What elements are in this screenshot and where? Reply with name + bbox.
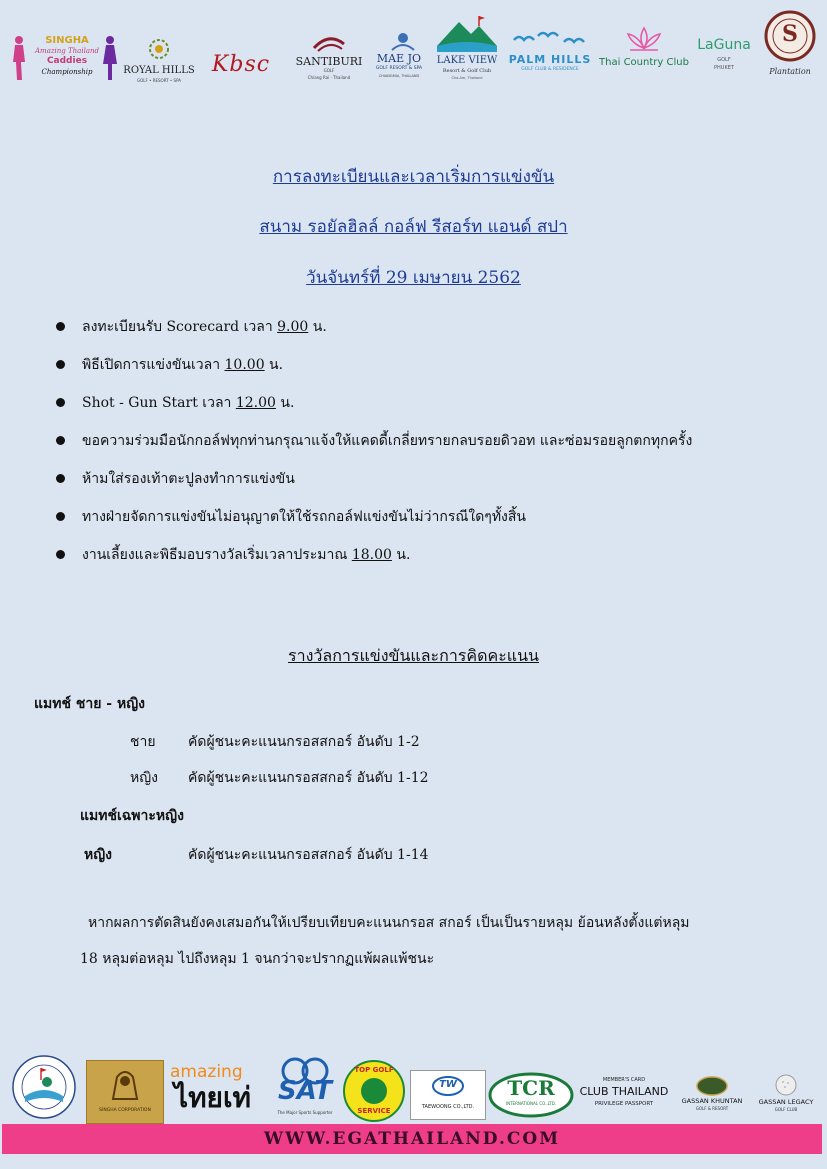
bullet-dot — [56, 512, 65, 521]
golf-ball-icon — [775, 1074, 797, 1096]
footer-logo-strip — [0, 1052, 827, 1124]
men-desc: คัดผู้ชนะคะแนนกรอสสกอร์ อันดับ 1-2 — [188, 734, 420, 750]
venue-title: สนาม รอยัลฮิลล์ กอล์ฟ รีสอร์ท แอนด์ สปา — [259, 217, 568, 237]
footer-url-text[interactable]: WWW.EGATHAILAND.COM — [263, 1129, 561, 1149]
tiebreak-line-1: หากผลการตัดสินยังคงเสมอกันให้เปรียบเทียบคะแนนกรอส สกอร์ เป็นเป็นรายหลุม ย้อนหลังตั้งแต่หลุม — [88, 915, 690, 931]
santiburi-sub2: Chiang Rai · Thailand — [307, 75, 351, 80]
women-only-label: หญิง — [84, 847, 112, 863]
list-item-text — [82, 430, 692, 452]
top-golf-text: TOP GOLF — [354, 1066, 394, 1074]
flower-emblem-icon — [148, 38, 170, 60]
amazing-thai-logo — [166, 1058, 270, 1122]
club-thailand-sub: PRIVILEGE PASSPORT — [594, 1101, 654, 1107]
bullet-dot — [56, 474, 65, 483]
maejo-sub: GOLF RESORT & SPA — [375, 66, 423, 71]
lake-view-name: LAKE VIEW — [436, 55, 498, 66]
lake-view-sub2: Cha-Am, Thailand — [451, 76, 483, 80]
club-thailand-top: MEMBER'S CARD — [602, 1077, 646, 1083]
footer-url-bar — [2, 1124, 822, 1154]
sat-name: SAT — [277, 1076, 333, 1106]
list-item-text — [82, 506, 526, 528]
palm-hills-name: PALM HILLS — [508, 53, 592, 66]
club-thailand-logo — [576, 1078, 672, 1118]
bullet-time: 10.00 — [224, 357, 265, 373]
club-thailand-name: CLUB THAILAND — [579, 1085, 669, 1098]
laguna-name: LaGuna — [697, 37, 751, 53]
thai-tae-text: ไทยเท่ — [174, 1081, 251, 1114]
service-text: SERVICE — [357, 1107, 391, 1115]
list-item-text — [82, 316, 327, 338]
bullet-suffix: น. — [275, 395, 295, 411]
singha-championship: Championship — [41, 68, 93, 76]
singha-caddies-logo — [8, 30, 118, 88]
taewoong-name: TAEWOONG CO.,LTD. — [421, 1104, 475, 1110]
mountain-lake-icon — [435, 16, 499, 52]
thai-country-club-name: Thai Country Club — [599, 57, 689, 68]
bullet-suffix: น. — [264, 357, 284, 373]
taewoong-mark: TW — [439, 1079, 457, 1090]
tiebreak-line-2: 18 หลุมต่อหลุม ไปถึงหลุม 1 จนกว่าจะปรากฏแพ้ผลแพ้ชนะ — [80, 951, 435, 967]
tcr-sub: INTERNATIONAL CO.,LTD. — [505, 1101, 557, 1106]
bullet-text: พิธีเปิดการแข่งขันเวลา — [82, 357, 225, 373]
santiburi-logo — [287, 36, 371, 88]
list-item-text — [82, 392, 294, 414]
bullet-dot — [56, 550, 65, 559]
royal-hills-name: ROYAL HILLS — [123, 65, 195, 76]
women-label: หญิง — [130, 770, 158, 786]
gassan-legacy-name: GASSAN LEGACY — [758, 1098, 814, 1106]
gassan-legacy-sub: GOLF CLUB — [774, 1107, 798, 1112]
bullet-dot — [56, 398, 65, 407]
golfer-silhouette-icon — [100, 34, 120, 82]
tcr-name: TCR — [507, 1076, 555, 1100]
men-label: ชาย — [130, 734, 156, 750]
bullet-time: 9.00 — [277, 319, 309, 335]
bullet-text: ห้ามใส่รองเท้าตะปูลงทำการแข่งขัน — [82, 471, 295, 487]
bullet-text: ลงทะเบียนรับ Scorecard เวลา — [82, 319, 278, 335]
list-item — [56, 468, 796, 506]
lake-view-logo — [430, 16, 504, 96]
sat-sub: The Major Sports Supporter — [277, 1110, 333, 1115]
laguna-sub: GOLF — [717, 57, 731, 63]
gassan-khuntan-name: GASSAN KHUNTAN — [681, 1097, 743, 1105]
laguna-logo — [692, 38, 756, 82]
list-item-text — [82, 468, 295, 490]
sponsor-logo-strip — [0, 8, 827, 88]
women-match-heading: แมทช์เฉพาะหญิง — [80, 808, 184, 824]
list-item — [56, 544, 796, 582]
women-desc: คัดผู้ชนะคะแนนกรอสสกอร์ อันดับ 1-12 — [188, 770, 429, 786]
bullet-suffix: น. — [308, 319, 327, 335]
gassan-legacy-logo — [750, 1074, 822, 1120]
list-item-text — [82, 354, 283, 376]
list-item — [56, 354, 796, 392]
maejo-logo — [368, 32, 430, 88]
singha-caddies: Caddies — [46, 56, 88, 66]
list-item — [56, 430, 796, 468]
tcr-logo — [488, 1072, 574, 1118]
mixed-match-heading: แมทช์ ชาย - หญิง — [34, 696, 145, 712]
bullet-time: 12.00 — [235, 395, 276, 411]
amazing-text: amazing — [170, 1062, 243, 1082]
plantation-name: Plantation — [769, 67, 811, 76]
plantation-monogram: S — [782, 21, 798, 47]
santiburi-name: SANTIBURI — [295, 55, 363, 68]
palm-hills-sub: GOLF CLUB & RESIDENCE — [521, 67, 579, 72]
taewoong-logo — [410, 1070, 486, 1120]
singha-corporation-logo — [86, 1060, 164, 1124]
santiburi-emblem-icon — [312, 36, 346, 52]
list-item — [56, 506, 796, 544]
royal-hills-logo — [120, 38, 198, 88]
list-item — [56, 392, 796, 430]
list-item-text — [82, 544, 410, 566]
gassan-oval-icon — [696, 1076, 728, 1096]
lake-view-sub: Resort & Golf Club — [442, 68, 492, 74]
gassan-khuntan-sub: GOLF & RESORT — [695, 1106, 729, 1111]
egat-golf-logo — [10, 1054, 78, 1122]
list-item — [56, 316, 796, 354]
egat-golf-emblem-icon — [11, 1054, 77, 1120]
singha-lion-icon — [105, 1065, 145, 1105]
santiburi-sub: GOLF — [323, 68, 335, 73]
top-golf-service-logo — [342, 1060, 406, 1124]
birds-icon — [510, 26, 590, 48]
registration-title: การลงทะเบียนและเวลาเริ่มการแข่งขัน — [272, 167, 555, 187]
maejo-name: MAE JO — [376, 52, 422, 65]
bullet-dot — [56, 322, 65, 331]
thai-country-club-logo — [596, 26, 692, 82]
schedule-list — [56, 316, 796, 582]
palm-hills-logo — [506, 26, 594, 86]
gassan-khuntan-logo — [676, 1076, 748, 1120]
plantation-logo — [760, 10, 820, 90]
singha-title: SINGHA — [45, 35, 89, 46]
bullet-text: ทางฝ่ายจัดการแข่งขันไม่อนุญาตให้ใช้รถกอล์ฟแข่งขันไม่ว่ากรณีใดๆทั้งสิ้น — [82, 509, 526, 525]
kbsc-logo — [198, 54, 284, 88]
date-title: วันจันทร์ที่ 29 เมษายน 2562 — [306, 268, 521, 288]
golfer-silhouette-icon — [8, 34, 30, 82]
lotus-icon — [624, 26, 664, 52]
singha-subtitle: Amazing Thailand — [35, 47, 99, 55]
women-only-desc: คัดผู้ชนะคะแนนกรอสสกอร์ อันดับ 1-14 — [188, 847, 429, 863]
golfer-swing-icon — [388, 32, 418, 52]
bullet-time: 18.00 — [351, 547, 392, 563]
maejo-sub2: CHIANGMAI, THAILAND — [378, 74, 420, 78]
bullet-dot — [56, 436, 65, 445]
kbsc-name: Kbsc — [211, 52, 271, 77]
royal-hills-sub: GOLF • RESORT • SPA — [137, 78, 181, 83]
singha-corporation-name: SINGHA CORPORATION — [99, 1108, 151, 1113]
bullet-text: ขอความร่วมมือนักกอล์ฟทุกท่านกรุณาแจ้งให้แคดดี้เกลี่ยทรายกลบรอยดิวอท และซ่อมรอยลูกตกทุกครั้ง — [82, 433, 693, 449]
bullet-suffix: น. — [391, 547, 411, 563]
bullet-dot — [56, 360, 65, 369]
awards-title: รางวัลการแข่งขันและการคิดคะแนน — [288, 646, 539, 665]
bullet-text: งานเลี้ยงและพิธีมอบรางวัลเริ่มเวลาประมาณ — [82, 547, 352, 563]
laguna-sub2: PHUKET — [714, 65, 734, 71]
sat-logo — [272, 1056, 338, 1122]
bullet-text: Shot - Gun Start เวลา — [82, 395, 236, 411]
